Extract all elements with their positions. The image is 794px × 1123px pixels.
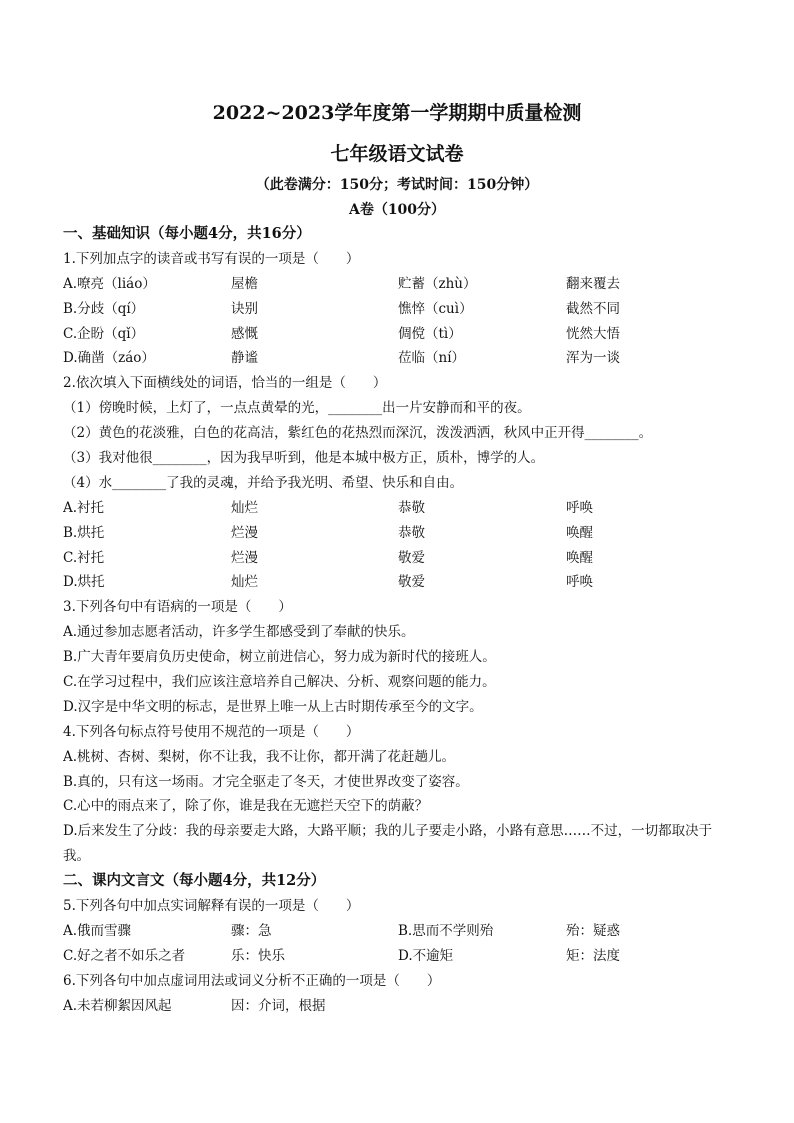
- q1-b-1: B.分歧（qí）: [63, 300, 145, 317]
- q5-b-text: B.思而不学则殆: [398, 922, 494, 939]
- q2-option-row: [63, 570, 733, 595]
- q5-d-gloss: 矩：法度: [566, 947, 620, 964]
- q3-option-b: B.广大青年要肩负历史使命，树立前进信心，努力成为新时代的接班人。: [63, 649, 496, 666]
- q5-c-text: C.好之者不如乐之者: [63, 947, 186, 964]
- q4-option-b: B.真的，只有这一场雨。才完全驱走了冬天，才使世界改变了姿容。: [63, 773, 469, 790]
- q2-d-1: D.烘托: [63, 574, 105, 591]
- q2-b-3: 恭敬: [398, 524, 425, 541]
- q1-d-3: 莅临（ní）: [398, 350, 466, 367]
- q2-c-2: 烂漫: [231, 549, 258, 566]
- q3-option-d: D.汉字是中华文明的标志，是世界上唯一从上古时期传承至今的文字。: [63, 698, 483, 715]
- q3-option-c: C.在学习过程中，我们应该注意培养自己解决、分析、观察问题的能力。: [63, 674, 496, 691]
- q2-a-1: A.衬托: [63, 499, 105, 516]
- q2-option-row: [63, 496, 733, 521]
- q2-d-3: 敬爱: [398, 574, 425, 591]
- q2-c-1: C.衬托: [63, 549, 105, 566]
- q5-a-text: A.俄而雪骤: [63, 922, 132, 939]
- q2-b-1: B.烘托: [63, 524, 105, 541]
- section2-heading: 二、课内文言文（每小题4分，共12分）: [63, 872, 326, 890]
- q2-b-4: 唤醒: [566, 524, 593, 541]
- q2-item: （2）黄色的花淡雅，白色的花高洁，紫红色的花热烈而深沉，泼泼洒洒，秋风中正开得________。: [63, 425, 653, 442]
- q4-option-d: D.后来发生了分歧：我的母亲要走大路，大路平顺；我的儿子要走小路，小路有意思……不过，一切都取决于: [63, 823, 713, 840]
- q1-a-4: 翻来覆去: [566, 275, 620, 292]
- q1-b-4: 截然不同: [566, 300, 620, 317]
- exam-info: （此卷满分：150分；考试时间：150分钟）: [255, 177, 539, 193]
- q4-option-a: A.桃树、杏树、梨树，你不让我，我不让你，都开满了花赶趟儿。: [63, 748, 456, 765]
- q1-a-2: 屋檐: [231, 275, 258, 292]
- q3-stem: 3.下列各句中有语病的一项是（ ）: [63, 599, 292, 616]
- exam-content: [63, 222, 733, 1019]
- q1-option-row: [63, 297, 733, 322]
- q2-option-row: [63, 521, 733, 546]
- q2-a-2: 灿烂: [231, 499, 258, 516]
- q5-stem: 5.下列各句中加点实词解释有误的一项是（ ）: [63, 898, 360, 915]
- q5-b-gloss: 殆：疑惑: [566, 922, 620, 939]
- q1-b-2: 诀别: [231, 300, 258, 317]
- q5-option-row: [63, 944, 733, 969]
- q2-item: （3）我对他很________，因为我早听到，他是本城中极方正，质朴，博学的人。: [63, 450, 545, 467]
- q2-b-2: 烂漫: [231, 524, 258, 541]
- q2-item: （4）水________了我的灵魂，并给予我光明、希望、快乐和自由。: [63, 474, 464, 491]
- q6-stem: 6.下列各句中加点虚词用法或词义分析不正确的一项是（ ）: [63, 972, 441, 989]
- exam-title: 2022~2023学年度第一学期期中质量检测: [212, 102, 582, 124]
- q2-item: （1）傍晚时候，上灯了，一点点黄晕的光，________出一片安静而和平的夜。: [63, 400, 531, 417]
- q2-option-row: [63, 546, 733, 571]
- q4-option-d-continued: 我。: [63, 848, 90, 865]
- q2-c-3: 敬爱: [398, 549, 425, 566]
- q1-a-3: 贮蓄（zhù）: [398, 275, 477, 292]
- q4-option-c: C.心中的雨点来了，除了你，谁是我在无遮拦天空下的荫蔽？: [63, 798, 429, 815]
- q1-d-2: 静谧: [231, 350, 258, 367]
- q2-a-3: 恭敬: [398, 499, 425, 516]
- q2-stem: 2.依次填入下面横线处的词语，恰当的一组是（ ）: [63, 375, 387, 392]
- q6-a-gloss: 因：介词，根据: [231, 997, 326, 1014]
- q1-b-3: 憔悴（cuì）: [398, 300, 473, 317]
- q1-c-2: 感慨: [231, 325, 258, 342]
- q1-c-4: 恍然大悟: [566, 325, 620, 342]
- q1-d-4: 浑为一谈: [566, 350, 620, 367]
- exam-subtitle: 七年级语文试卷: [330, 143, 464, 165]
- q4-stem: 4.下列各句标点符号使用不规范的一项是（ ）: [63, 723, 360, 740]
- q5-option-row: [63, 919, 733, 944]
- q1-option-row: [63, 272, 733, 297]
- q2-d-2: 灿烂: [231, 574, 258, 591]
- q5-c-gloss: 乐：快乐: [231, 947, 285, 964]
- q2-d-4: 呼唤: [566, 574, 593, 591]
- section1-heading: 一、基础知识（每小题4分，共16分）: [63, 225, 311, 242]
- q1-option-row: [63, 322, 733, 347]
- q2-a-4: 呼唤: [566, 499, 593, 516]
- q5-d-text: D.不逾矩: [398, 947, 454, 964]
- q1-c-1: C.企盼（qǐ）: [63, 325, 145, 342]
- q1-option-row: [63, 346, 733, 371]
- q3-option-a: A.通过参加志愿者活动，许多学生都感受到了奉献的快乐。: [63, 624, 415, 641]
- q1-stem: 1.下列加点字的读音或书写有误的一项是（ ）: [63, 250, 360, 267]
- q6-option-row: [63, 994, 733, 1019]
- volume-label: A卷（100分）: [348, 202, 446, 218]
- q1-d-1: D.确凿（záo）: [63, 350, 155, 367]
- q1-a-1: A.嘹亮（liáo）: [63, 275, 156, 292]
- q6-a-text: A.未若柳絮因风起: [63, 997, 172, 1014]
- q2-c-4: 唤醒: [566, 549, 593, 566]
- q1-c-3: 倜傥（tì）: [398, 325, 462, 342]
- q5-a-gloss: 骤：急: [231, 922, 272, 939]
